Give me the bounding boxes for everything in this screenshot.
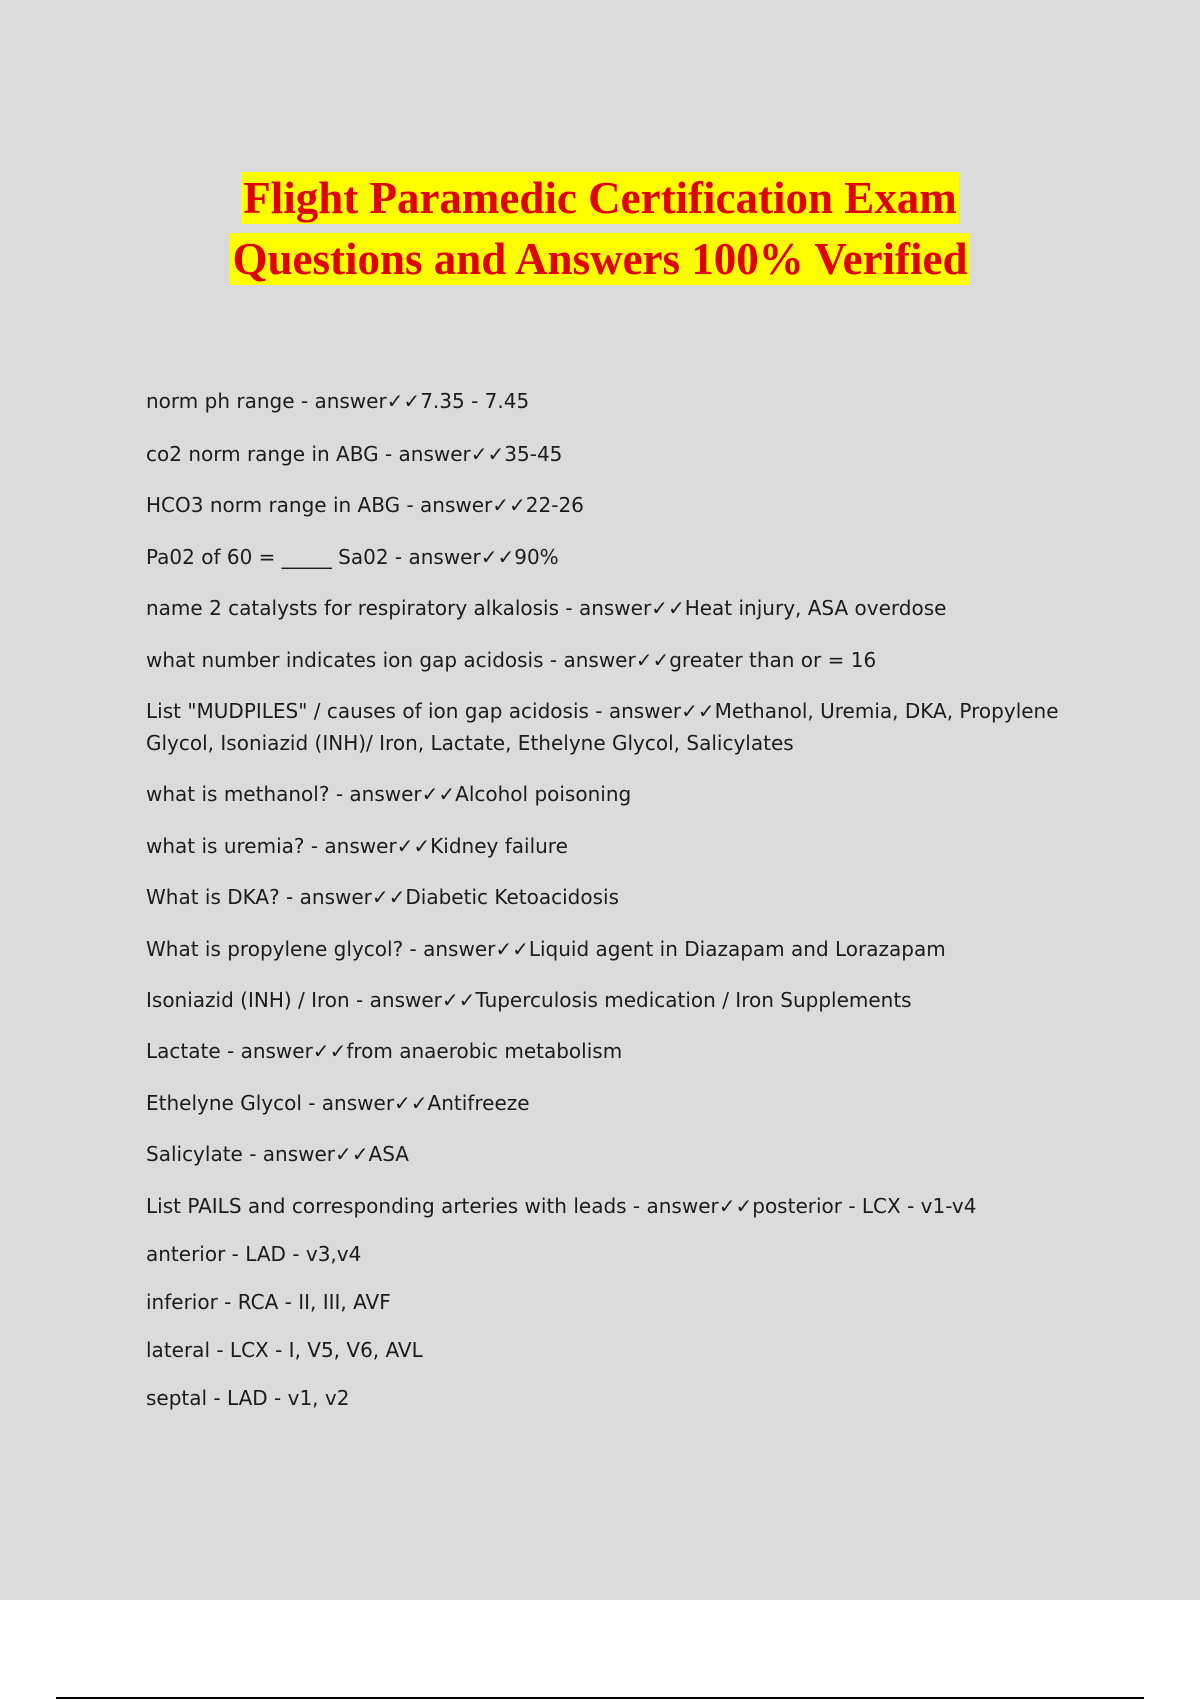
- qa-item-norm-ph: norm ph range - answer✓✓7.35 - 7.45: [146, 389, 530, 413]
- qa-item-ethelyne-glycol: Ethelyne Glycol - answer✓✓Antifreeze: [146, 1091, 530, 1115]
- qa-item-salicylate: Salicylate - answer✓✓ASA: [146, 1142, 409, 1166]
- document-title: [0, 168, 1200, 290]
- qa-item-anterior: anterior - LAD - v3,v4: [146, 1242, 362, 1266]
- qa-item-septal: septal - LAD - v1, v2: [146, 1386, 350, 1410]
- qa-item-pao2: Pa02 of 60 = _____ Sa02 - answer✓✓90%: [146, 545, 559, 569]
- qa-item-propylene-glycol: What is propylene glycol? - answer✓✓Liquid agent in Diazapam and Lorazapam: [146, 937, 946, 961]
- footer-divider: [56, 1697, 1144, 1699]
- qa-item-hco3-range: HCO3 norm range in ABG - answer✓✓22-26: [146, 493, 584, 517]
- qa-item-mudpiles-continued: Glycol, Isoniazid (INH)/ Iron, Lactate, Ethelyne Glycol, Salicylates: [146, 731, 794, 755]
- qa-item-co2-range: co2 norm range in ABG - answer✓✓35-45: [146, 442, 563, 466]
- title-line-1: Flight Paramedic Certification Exam: [243, 173, 957, 223]
- qa-item-dka: What is DKA? - answer✓✓Diabetic Ketoacidosis: [146, 885, 619, 909]
- qa-item-inferior: inferior - RCA - II, III, AVF: [146, 1290, 391, 1314]
- qa-item-mudpiles: List "MUDPILES" / causes of ion gap acidosis - answer✓✓Methanol, Uremia, DKA, Propylene: [146, 699, 1059, 723]
- qa-item-methanol: what is methanol? - answer✓✓Alcohol poisoning: [146, 782, 632, 806]
- qa-item-pails: List PAILS and corresponding arteries with leads - answer✓✓posterior - LCX - v1-v4: [146, 1194, 977, 1218]
- qa-item-ion-gap-number: what number indicates ion gap acidosis - answer✓✓greater than or = 16: [146, 648, 877, 672]
- title-line-2: Questions and Answers 100% Verified: [232, 234, 968, 284]
- qa-item-uremia: what is uremia? - answer✓✓Kidney failure: [146, 834, 568, 858]
- qa-item-isoniazid-iron: Isoniazid (INH) / Iron - answer✓✓Tuperculosis medication / Iron Supplements: [146, 988, 912, 1012]
- qa-item-lateral: lateral - LCX - I, V5, V6, AVL: [146, 1338, 423, 1362]
- qa-item-lactate: Lactate - answer✓✓from anaerobic metabolism: [146, 1039, 623, 1063]
- qa-item-resp-alkalosis: name 2 catalysts for respiratory alkalosis - answer✓✓Heat injury, ASA overdose: [146, 596, 947, 620]
